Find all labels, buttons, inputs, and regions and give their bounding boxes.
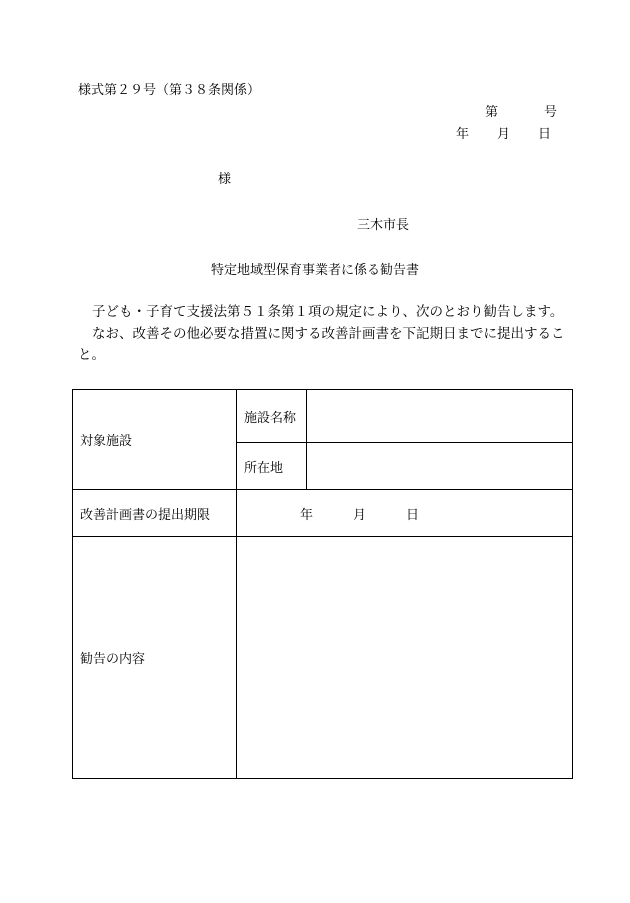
content-field[interactable] <box>237 537 573 779</box>
target-facility-label: 対象施設 <box>73 390 237 490</box>
date-month: 月 <box>497 127 511 142</box>
table-row <box>73 490 573 537</box>
deadline-field[interactable] <box>237 490 573 537</box>
date-year: 年 <box>456 127 470 142</box>
location-field[interactable] <box>307 443 573 490</box>
number-prefix: 第 <box>485 105 499 120</box>
date-day: 日 <box>538 127 552 142</box>
number-suffix: 号 <box>544 105 558 120</box>
form-identifier: 様式第２９号（第３８条関係） <box>78 83 261 98</box>
deadline-year: 年 <box>300 507 314 523</box>
facility-name-field[interactable] <box>307 390 573 443</box>
content-label: 勧告の内容 <box>73 537 237 779</box>
deadline-label: 改善計画書の提出期限 <box>73 490 237 537</box>
location-label: 所在地 <box>237 443 307 490</box>
facility-name-label: 施設名称 <box>237 390 307 443</box>
document-title: 特定地域型保育事業者に係る勧告書 <box>210 263 419 278</box>
addressee-suffix: 様 <box>218 172 232 187</box>
document-number-line <box>485 106 557 119</box>
issuer-name: 三木市長 <box>357 218 410 233</box>
issue-date-line <box>456 128 551 141</box>
body-paragraph-2: なお、改善その他必要な措置に関する改善計画書を下記期日までに提出すること。 <box>78 326 565 363</box>
deadline-day: 日 <box>406 507 420 523</box>
table-row <box>73 537 573 779</box>
deadline-month: 月 <box>353 507 367 523</box>
recommendation-table <box>72 389 573 779</box>
table-row <box>73 390 573 443</box>
body-paragraph-1: 子ども・子育て支援法第５１条第１項の規定により、次のとおり勧告します。 <box>92 304 564 320</box>
